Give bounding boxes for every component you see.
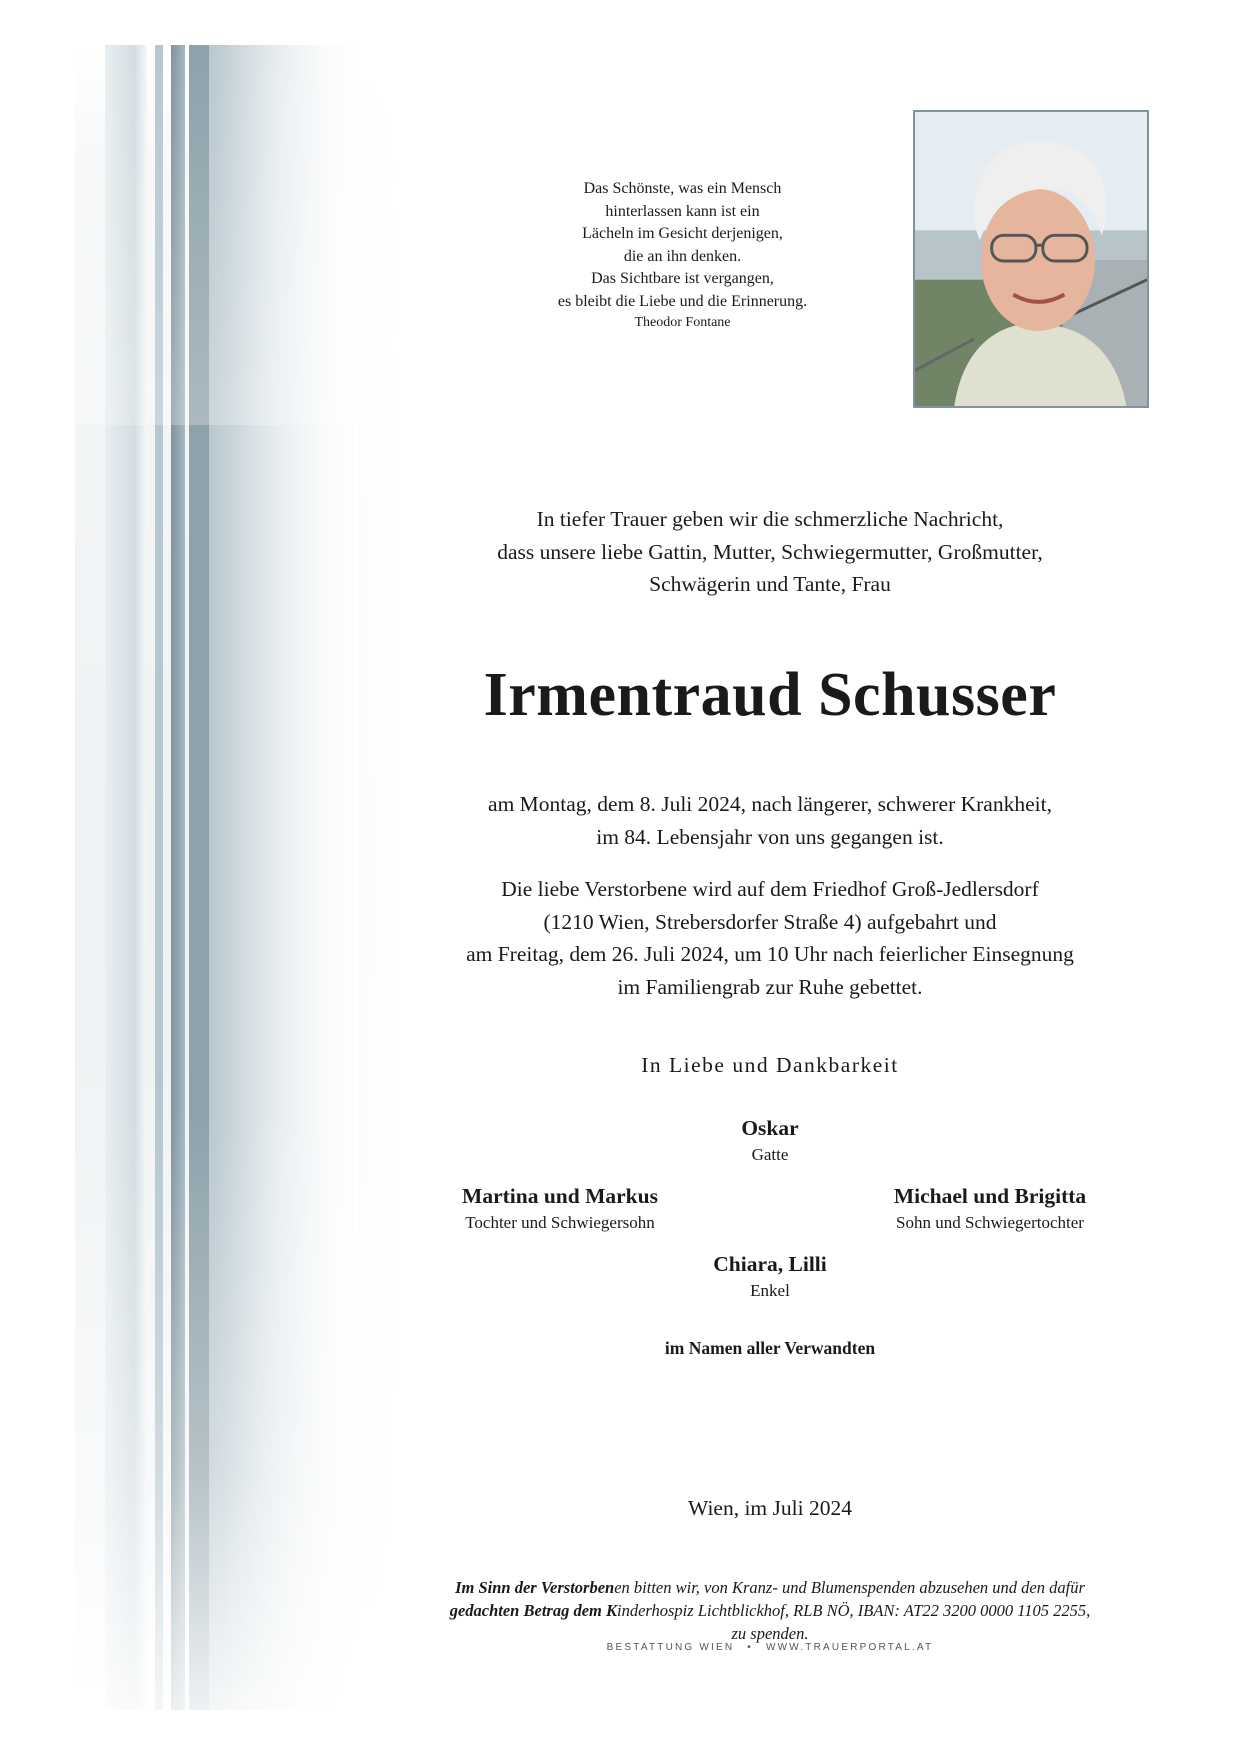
mourner-role: Gatte [751,1145,789,1164]
intro-line: dass unsere liebe Gattin, Mutter, Schwiegermutter, Großmutter, [497,539,1043,564]
decorative-stripe-band [75,45,405,1710]
memorial-quote [480,178,885,333]
quote-line: Das Sichtbare ist vergangen, [591,270,774,287]
donation-line: gedachten Betrag dem Kinderhospiz Lichtblickhof, RLB NÖ, IBAN: AT22 3200 0000 1105 2255, [449,1601,1091,1620]
mourner-entry [410,1181,710,1235]
quote-line: hinterlassen kann ist ein [605,202,760,220]
place-date: Wien, im Juli 2024 [688,1496,852,1520]
funeral-line: Die liebe Verstorbene wird auf dem Friedhof Groß-Jedlersdorf [501,877,1039,901]
funeral-line: (1210 Wien, Strebersdorfer Straße 4) aufgebahrt und [543,909,997,934]
mourner-name: Michael und Brigitta [893,1184,1087,1208]
intro-line: In tiefer Trauer geben wir die schmerzliche Nachricht, [536,507,1004,531]
announcement-intro [400,503,1140,601]
footer-separator: • [747,1642,753,1653]
quote-author: Theodor Fontane [634,315,731,330]
funeral-line: am Freitag, dem 26. Juli 2024, um 10 Uhr nach feierlicher Einsegnung [466,942,1074,966]
mourner-name: Martina und Markus [462,1184,658,1208]
mourner-entry [640,1113,900,1167]
death-notice [400,788,1140,853]
donation-line: Im Sinn der Verstorbenen bitten wir, von Kranz- und Blumenspenden abzusehen und den dafür [455,1578,1085,1597]
funeral-home-name: BESTATTUNG WIEN [606,1642,735,1653]
donation-request [400,1576,1140,1645]
mourner-entry [840,1181,1140,1235]
portrait-illustration [915,112,1147,406]
funeral-line: im Familiengrab zur Ruhe gebettet. [617,974,923,999]
mourner-role: Tochter und Schwiegersohn [465,1213,655,1232]
mourner-name: Oskar [741,1116,799,1140]
portrait-photo [913,110,1149,408]
deceased-name: Irmentraud Schusser [483,661,1057,729]
mourners-heading: In Liebe und Dankbarkeit [641,1053,899,1077]
donation-line: zu spenden. [731,1624,809,1643]
footer-credit [400,1642,1140,1653]
quote-line: die an ihn denken. [623,247,742,265]
mourner-name: Chiara, Lilli [713,1252,827,1276]
website-link[interactable]: WWW.TRAUERPORTAL.AT [765,1642,934,1653]
quote-line: Das Schönste, was ein Mensch [583,180,782,197]
funeral-details [400,873,1140,1003]
quote-line: Lächeln im Gesicht derjenigen, [582,225,783,242]
death-line: am Montag, dem 8. Juli 2024, nach längerer, schwerer Krankheit, [488,792,1052,816]
intro-line: Schwägerin und Tante, Frau [649,572,891,596]
mourner-entry [640,1249,900,1303]
mourner-role: Enkel [750,1281,790,1300]
mourner-role: Sohn und Schwiegertochter [896,1213,1084,1232]
quote-line: es bleibt die Liebe und die Erinnerung. [557,292,808,310]
death-line: im 84. Lebensjahr von uns gegangen ist. [596,824,944,849]
relatives-note: im Namen aller Verwandten [664,1338,876,1358]
